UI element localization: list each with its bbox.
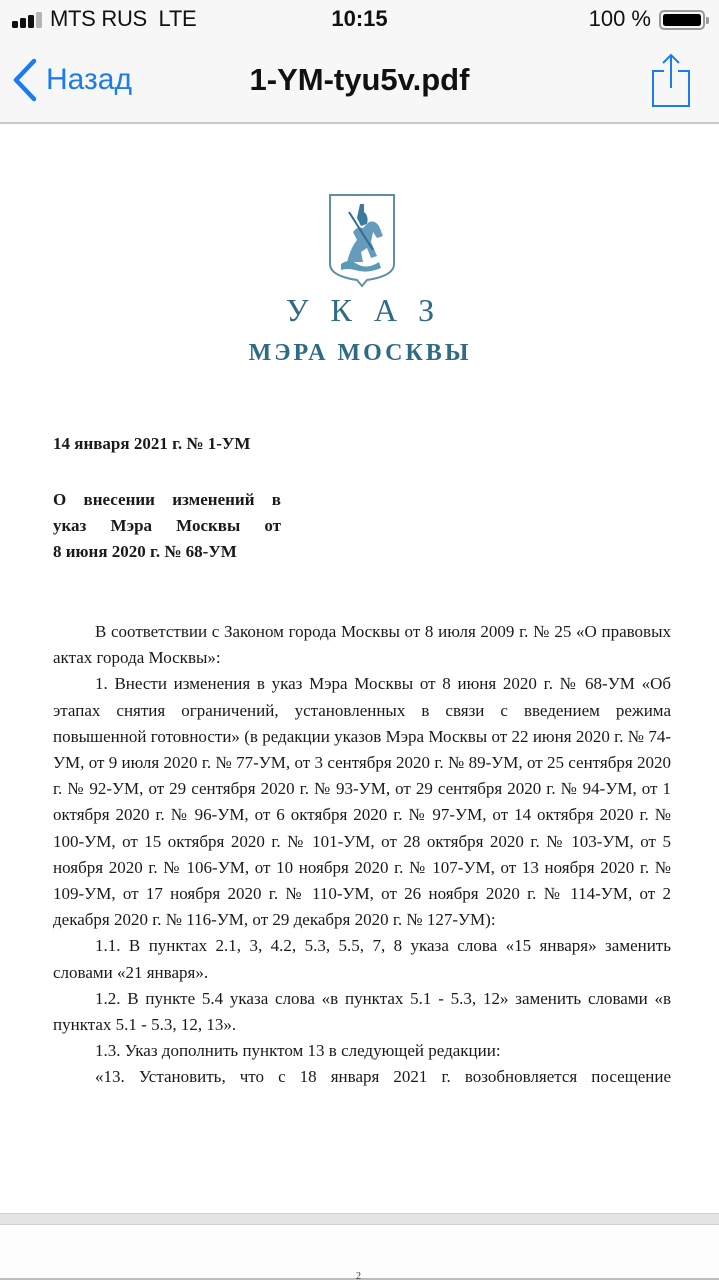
decree-header <box>232 182 488 376</box>
share-icon <box>651 52 691 108</box>
pdf-page-2[interactable] <box>0 1225 719 1280</box>
battery-fill <box>663 14 701 26</box>
pdf-page[interactable] <box>0 126 719 1213</box>
body-paragraph: 1. Внести изменения в указ Мэра Москвы от 8 июня 2020 г. № 68-УМ «Об этапах снятия ограничений, установленных в связи с введением режима повышенной готовности» (в редакции указов Мэра Москвы от 22 июня 2020 г. № 74-УМ, от 9 июля 2020 г. № 77-УМ, от 3 сентября 2020 г. № 89-УМ, от 25 сентября 2020 г. № 92-УМ, от 29 сентября 2020 г. № 93-УМ, от 29 сентября 2020 г. № 94-УМ, от 1 октября 2020 г. № 96-УМ, от 6 октября 2020 г. № 97-УМ, от 14 октября 2020 г. № 100-УМ, от 15 октября 2020 г. № 101-УМ, от 28 октября 2020 г. № 103-УМ, от 5 ноября 2020 г. № 106-УМ, от 10 ноября 2020 г. № 107-УМ, от 13 ноября 2020 г. № 109-УМ, от 17 ноября 2020 г. № 110-УМ, от 26 ноября 2020 г. № 114-УМ, от 2 декабря 2020 г. № 116-УМ, от 29 декабря 2020 г. № 127-УМ): <box>53 674 671 930</box>
page-number: 2 <box>356 1271 361 1280</box>
clock: 10:15 <box>331 6 388 31</box>
document-title: 1-YM-tyu5v.pdf <box>249 62 470 97</box>
battery-nub <box>706 17 709 24</box>
back-button-label: Назад <box>46 63 132 96</box>
subject-line: указ Мэра Москвы от <box>53 516 281 535</box>
body-paragraph: В соответствии с Законом города Москвы от 8 июля 2009 г. № 25 «О правовых актах города Москвы»: <box>53 622 671 668</box>
navigation-bar <box>0 40 719 124</box>
battery-icon <box>659 10 705 30</box>
decree-subject <box>53 487 281 565</box>
battery-percent: 100 % <box>588 6 651 31</box>
body-paragraph: 1.3. Указ дополнить пунктом 13 в следующей редакции: <box>95 1041 501 1061</box>
network-type: LTE <box>158 6 197 31</box>
carrier-name: MTS RUS <box>50 6 147 31</box>
share-button[interactable] <box>651 52 691 108</box>
page-separator <box>0 1213 719 1225</box>
decree-date-number: 14 января 2021 г. № 1-УМ <box>53 434 251 453</box>
decree-title: УКАЗ <box>285 292 457 328</box>
body-paragraph: 1.2. В пункте 5.4 указа слова «в пунктах 5.1 - 5.3, 12» заменить словами «в пунктах 5.1 - 5.3, 12, 13». <box>53 988 671 1035</box>
subject-line: 8 июня 2020 г. № 68-УМ <box>53 542 237 561</box>
subject-line: О внесении изменений в <box>53 490 281 509</box>
decree-body <box>53 619 671 1091</box>
decree-subtitle: МЭРА МОСКВЫ <box>248 340 472 366</box>
status-bar <box>0 0 719 40</box>
coat-of-arms-icon <box>327 192 397 288</box>
body-paragraph: 1.1. В пунктах 2.1, 3, 4.2, 5.3, 5.5, 7, 8 указа слова «15 января» заменить словами «21 января». <box>53 936 671 982</box>
body-paragraph: «13. Установить, что с 18 января 2021 г. возобновляется посещение <box>95 1067 671 1087</box>
